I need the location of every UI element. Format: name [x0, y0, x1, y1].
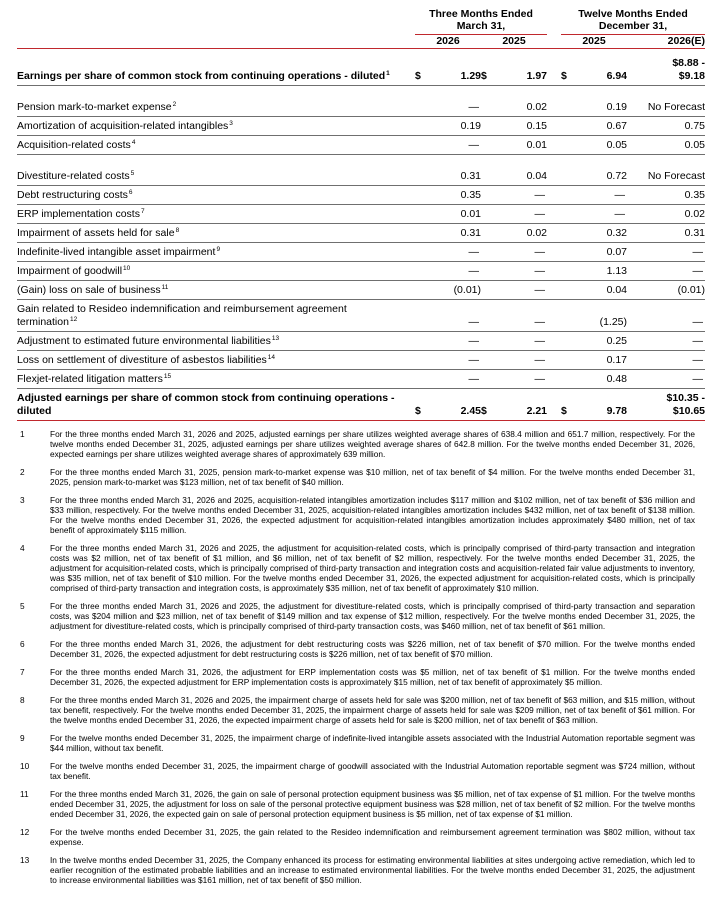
cell-value: 0.31 [627, 224, 705, 243]
eps-reconciliation-table-wrap [17, 0, 706, 421]
row-label [17, 136, 415, 155]
currency-symbol [481, 205, 495, 224]
dash-mark: — [468, 316, 479, 328]
row-label [17, 351, 415, 370]
footnote [17, 429, 695, 459]
currency-symbol [481, 332, 495, 351]
footnote-text: For the three months ended March 31, 2026 and 2025, acquisition-related intangibles amortization includes $117 million and $102 million, net of tax benefit of $36 million and $33 million, respectively. For the twelve months ended December 31, 2025, acquisition-related intangibles amortization includes $432 million, net of tax benefit of $138 million. For the twelve months ended December 31, 2026, the expected adjustment for acquisition-related intangibles amortization includes approximately $480 million, net of tax benefit of approximately $115 million. [50, 495, 695, 535]
currency-symbol [561, 117, 575, 136]
cell-value: 9.78 [575, 389, 627, 421]
currency-symbol: $ [481, 389, 495, 421]
currency-symbol [415, 167, 429, 186]
cell-value: 0.04 [495, 167, 547, 186]
footnote-ref: 3 [229, 119, 233, 127]
footnote-text: For the three months ended March 31, 2026, the adjustment for debt restructuring costs was $226 million, net of tax benefit of $70 million. For the twelve months ended December 31, 2026, the expected adjustment for debt restructuring costs is $226 million, net of tax benefit of $70 million. [50, 639, 695, 659]
row-label [17, 205, 415, 224]
cell-value: (0.01) [429, 281, 481, 300]
footnote [17, 695, 695, 725]
row-label-text: Adjustment to estimated future environmental liabilities [17, 335, 271, 347]
footnote-ref: 5 [130, 169, 135, 177]
cell-value [575, 186, 627, 205]
currency-symbol [481, 300, 495, 332]
table-row [17, 281, 705, 300]
row-label [17, 332, 415, 351]
footnote-number: 1 [20, 429, 25, 439]
cell-value: 0.15 [495, 117, 547, 136]
cell-value [429, 136, 481, 155]
dash-mark: — [692, 335, 704, 347]
currency-symbol [415, 351, 429, 370]
cell-value [627, 49, 705, 86]
currency-symbol: $ [561, 389, 575, 421]
currency-symbol [415, 224, 429, 243]
column-gap [547, 205, 561, 224]
footnote [17, 467, 695, 487]
currency-symbol [561, 224, 575, 243]
dash-mark: — [468, 335, 479, 347]
table-row [17, 186, 705, 205]
cell-value: 2.21 [495, 389, 547, 421]
column-gap [547, 224, 561, 243]
currency-symbol [561, 98, 575, 117]
cell-value [627, 370, 705, 389]
footnote-ref: 4 [131, 138, 136, 146]
footnote-number: 11 [20, 789, 29, 799]
row-label-line: termination [17, 316, 69, 328]
footnote-text: For the three months ended March 31, 2026 and 2025, the adjustment for divestiture-related costs, which is principally comprised of third-party transaction and separation costs, was $204 million and $23 million, net of tax benefit of $149 million and tax expense of $12 million, respectively. For the twelve months ended December 31, 2025, the adjustment for divestiture-related costs, which is principally comprised of third-party transaction costs, was $460 million, net of tax benefit of $61 million. [50, 601, 695, 631]
footnote [17, 639, 695, 659]
footnote-ref: 11 [161, 283, 169, 291]
dash-mark: — [692, 316, 704, 328]
row-label-text: ERP implementation costs [17, 208, 140, 220]
currency-symbol: $ [561, 49, 575, 86]
row-label [17, 117, 415, 136]
cell-value: 0.17 [575, 351, 627, 370]
dash-mark: — [468, 139, 479, 151]
footnote [17, 495, 695, 535]
cell-value: 0.19 [429, 117, 481, 136]
column-gap [547, 49, 561, 86]
table-row [17, 167, 705, 186]
row-label-text: Impairment of goodwill [17, 265, 123, 277]
dash-mark: — [692, 354, 704, 366]
currency-symbol [481, 98, 495, 117]
currency-symbol [561, 167, 575, 186]
cell-value [495, 262, 547, 281]
year-header: 2025 [561, 35, 627, 49]
footnote-text: For the twelve months ended December 31, 2025, the impairment charge of indefinite-lived intangible assets associated with the Industrial Automation reportable segment was $44 million, without tax benefit. [50, 733, 695, 753]
footnote [17, 855, 695, 885]
footnote-text: For the three months ended March 31, 2026 and 2025, adjusted earnings per share utilizes weighted average shares of 638.4 million and 651.7 million, respectively. For the twelve months ended December 31, 2025, adjusted earnings per share utilizes weighted average shares of 642.8 million. For the twelve months ended December 31, 2026, expected earnings per share utilizes weighted average shares of approximately 639 million. [50, 429, 695, 459]
cell-value: 0.31 [429, 224, 481, 243]
row-label [17, 167, 415, 186]
table-row [17, 332, 705, 351]
cell-value: 0.02 [627, 205, 705, 224]
table-row [17, 351, 705, 370]
cell-value: 0.04 [575, 281, 627, 300]
cell-value: 0.07 [575, 243, 627, 262]
dash-mark: — [534, 354, 546, 366]
dash-mark: — [534, 265, 546, 277]
cell-value [495, 300, 547, 332]
dash-mark: — [468, 373, 479, 385]
dash-mark: — [534, 208, 546, 220]
column-gap [547, 136, 561, 155]
currency-symbol [415, 98, 429, 117]
cell-value [429, 243, 481, 262]
estimate-range-line: $9.18 [678, 70, 706, 82]
cell-value [627, 262, 705, 281]
row-label-line: Gain related to Resideo indemnification and reimbursement agreement [17, 303, 347, 315]
currency-symbol [481, 262, 495, 281]
dash-mark: — [468, 246, 479, 258]
currency-symbol [415, 300, 429, 332]
row-label-text: (Gain) loss on sale of business [17, 284, 161, 296]
table-row [17, 136, 705, 155]
dash-mark: — [468, 101, 479, 113]
footnote [17, 789, 695, 819]
footnote-text: For the three months ended March 31, 2026 and 2025, the impairment charge of assets held for sale was $200 million, net of tax benefit of $63 million, and $15 million, without tax benefit, respectively. For the twelve months ended December 31, 2025, the impairment charge of assets held for sale was $209 million, net of tax benefit of $61 million. For the twelve months ended December 31, 2026, the expected impairment charge of assets held for sale is $200 million, net of tax benefit of $63 million. [50, 695, 695, 725]
footnote-number: 5 [20, 601, 25, 611]
footnote-ref: 13 [271, 334, 280, 342]
currency-symbol [481, 186, 495, 205]
currency-symbol [481, 117, 495, 136]
row-label [17, 243, 415, 262]
estimate-range-line: $10.65 [672, 405, 706, 417]
currency-symbol [415, 117, 429, 136]
cell-value: 0.67 [575, 117, 627, 136]
row-label-text: Pension mark-to-market expense [17, 101, 172, 113]
header-three-months: Three Months Ended March 31, [415, 8, 547, 35]
dash-mark: — [692, 246, 704, 258]
cell-value: 0.48 [575, 370, 627, 389]
cell-value: (1.25) [575, 300, 627, 332]
dash-mark: — [534, 246, 546, 258]
footnote [17, 543, 695, 593]
currency-symbol [415, 370, 429, 389]
currency-symbol [415, 136, 429, 155]
footnote-ref: 6 [128, 188, 133, 196]
footnote-ref: 8 [175, 226, 180, 234]
estimate-range-line: $8.88 - [672, 57, 706, 69]
currency-symbol [415, 243, 429, 262]
cell-value: (0.01) [627, 281, 705, 300]
table-row [17, 262, 705, 281]
footnote-number: 6 [20, 639, 25, 649]
currency-symbol [561, 136, 575, 155]
cell-value: 0.31 [429, 167, 481, 186]
cell-value [429, 300, 481, 332]
currency-symbol [481, 243, 495, 262]
table-row [17, 224, 705, 243]
table-row [17, 49, 705, 86]
cell-value: 0.01 [429, 205, 481, 224]
column-gap [547, 389, 561, 421]
currency-symbol [561, 332, 575, 351]
dash-mark: — [468, 354, 479, 366]
row-label-text: Debt restructuring costs [17, 189, 128, 201]
year-header: 2026(E) [627, 35, 705, 49]
currency-symbol [481, 351, 495, 370]
dash-mark: — [692, 373, 704, 385]
row-label-text: Flexjet-related litigation matters [17, 373, 163, 385]
cell-value: 1.97 [495, 49, 547, 86]
column-gap [547, 243, 561, 262]
cell-value [627, 332, 705, 351]
footnote-text: For the three months ended March 31, 2026, the adjustment for ERP implementation costs was $5 million, net of tax benefit of $1 million. For the twelve months ended December 31, 2026, the expected adjustment for ERP implementation costs is approximately $15 million, net of tax benefit of approximately $5 million. [50, 667, 695, 687]
eps-reconciliation-table [17, 8, 705, 421]
footnote-number: 4 [20, 543, 25, 553]
column-gap [547, 300, 561, 332]
cell-value: 0.25 [575, 332, 627, 351]
currency-symbol [561, 370, 575, 389]
dash-mark: — [534, 189, 546, 201]
footnote [17, 827, 695, 847]
cell-value [429, 98, 481, 117]
currency-symbol [481, 370, 495, 389]
column-gap [547, 370, 561, 389]
column-gap [547, 351, 561, 370]
currency-symbol [415, 281, 429, 300]
dash-mark: — [534, 284, 546, 296]
row-label [17, 186, 415, 205]
dash-mark: — [468, 265, 479, 277]
cell-value: 0.05 [575, 136, 627, 155]
currency-symbol [561, 351, 575, 370]
footnote-ref: 15 [163, 372, 172, 380]
cell-value: 0.02 [495, 224, 547, 243]
table-row [17, 98, 705, 117]
column-gap [547, 98, 561, 117]
year-header: 2026 [415, 35, 481, 49]
row-label-text: Loss on settlement of divestiture of asbestos liabilities [17, 354, 267, 366]
currency-symbol [561, 243, 575, 262]
table-row [17, 243, 705, 262]
year-header: 2025 [481, 35, 547, 49]
cell-value: 2.45 [429, 389, 481, 421]
row-label [17, 224, 415, 243]
cell-value: 0.32 [575, 224, 627, 243]
row-label-text: Impairment of assets held for sale [17, 227, 175, 239]
estimate-range-line: $10.35 - [666, 392, 706, 404]
cell-value: 1.29 [429, 49, 481, 86]
cell-value: 0.05 [627, 136, 705, 155]
cell-value: 0.35 [627, 186, 705, 205]
row-label [17, 300, 415, 332]
row-label [17, 49, 415, 86]
row-label [17, 281, 415, 300]
currency-symbol [415, 186, 429, 205]
row-label [17, 98, 415, 117]
currency-symbol [481, 281, 495, 300]
table-body [17, 49, 705, 421]
cell-value [429, 262, 481, 281]
cell-value: No Forecast [627, 167, 705, 186]
cell-value [495, 370, 547, 389]
cell-value [495, 351, 547, 370]
currency-symbol [561, 281, 575, 300]
footnote-text: For the twelve months ended December 31, 2025, the impairment charge of goodwill associated with the Industrial Automation reportable segment was $724 million, without tax benefit. [50, 761, 695, 781]
row-label [17, 389, 415, 421]
currency-symbol [561, 205, 575, 224]
header-twelve-months: Twelve Months Ended December 31, [561, 8, 705, 35]
footnote-ref: 14 [267, 353, 276, 361]
header-year-row [17, 35, 705, 49]
cell-value: 6.94 [575, 49, 627, 86]
row-spacer [17, 86, 705, 99]
currency-symbol [415, 262, 429, 281]
footnote-number: 7 [20, 667, 25, 677]
footnote-number: 12 [20, 827, 30, 837]
table-row [17, 300, 705, 332]
cell-value [627, 300, 705, 332]
currency-symbol [561, 300, 575, 332]
footnote-ref: 10 [123, 264, 131, 272]
footnote [17, 667, 695, 687]
footnote-number: 2 [20, 467, 25, 477]
footnote-number: 10 [20, 761, 30, 771]
cell-value [627, 351, 705, 370]
footnote [17, 601, 695, 631]
row-label-text: Divestiture-related costs [17, 170, 130, 182]
row-label-text: Indefinite-lived intangible asset impairment [17, 246, 216, 258]
footnote-ref: 12 [69, 315, 78, 323]
row-label-text: Amortization of acquisition-related intangibles [17, 120, 229, 132]
dash-mark: — [692, 265, 704, 277]
column-gap [547, 186, 561, 205]
footnote-number: 9 [20, 733, 25, 743]
footnotes [17, 429, 695, 901]
table-row [17, 370, 705, 389]
footnote-number: 13 [20, 855, 30, 865]
footnote-text: For the three months ended March 31, 2026 and 2025, the adjustment for acquisition-related costs, which is principally comprised of third-party transaction and integration costs was $2 million, net of tax benefit of $1 million, and $6 million, net of tax benefit of $2 million, respectively. For the twelve months ended December 31, 2025, the adjustment for acquisition-related costs, which is principally comprised of third-party transaction and integration costs and acquisition-related fair value adjustments to inventory, was $35 million, net of tax benefit of $10 million. For the twelve months ended December 31, 2026, the expected adjustment for acquisition-related costs, which is principally comprised of third-party transaction and integration costs, is approximately $35 million, net of tax benefit of approximately $10 million. [50, 543, 695, 593]
currency-symbol [481, 224, 495, 243]
currency-symbol [415, 332, 429, 351]
cell-value [627, 243, 705, 262]
column-gap [547, 167, 561, 186]
column-gap [547, 281, 561, 300]
dash-mark: — [534, 316, 546, 328]
footnote-text: For the three months ended March 31, 2025, pension mark-to-market expense was $10 million, net of tax benefit of $4 million. For the twelve months ended December 31, 2025, pension mark-to-market was $123 million, net of tax benefit of $40 million. [50, 467, 695, 487]
cell-value: 0.75 [627, 117, 705, 136]
footnote-text: For the twelve months ended December 31, 2025, the gain related to the Resideo indemnification and reimbursement agreement termination was $802 million, without tax expense. [50, 827, 695, 847]
cell-value [627, 389, 705, 421]
cell-value: No Forecast [627, 98, 705, 117]
table-row [17, 205, 705, 224]
cell-value [429, 370, 481, 389]
currency-symbol [481, 136, 495, 155]
row-label [17, 370, 415, 389]
cell-value [495, 243, 547, 262]
header-group-row [17, 8, 705, 35]
footnote-text: For the three months ended March 31, 2026, the gain on sale of personal protection equipment business was $5 million, net of tax expense of $1 million. For the twelve months ended December 31, 2025, the adjustment for loss on sale of the personal protective equipment business was $28 million, net of tax benefit of $2 million. For the twelve months ended December 31, 2026, the expected gain on sale of personal protection equipment business is $5 million, net of tax expense of $1 million. [50, 789, 695, 819]
footnote-ref: 7 [140, 207, 145, 215]
row-label-text: Earnings per share of common stock from continuing operations - diluted [17, 70, 386, 82]
cell-value [429, 332, 481, 351]
column-gap [547, 117, 561, 136]
currency-symbol [481, 167, 495, 186]
footnote [17, 761, 695, 781]
cell-value: 0.35 [429, 186, 481, 205]
currency-symbol [561, 262, 575, 281]
row-label [17, 262, 415, 281]
dash-mark: — [614, 208, 626, 220]
cell-value [495, 332, 547, 351]
cell-value: 0.19 [575, 98, 627, 117]
column-gap [547, 332, 561, 351]
cell-value: 0.01 [495, 136, 547, 155]
cell-value [575, 205, 627, 224]
dash-mark: — [534, 335, 546, 347]
table-row [17, 389, 705, 421]
table-row [17, 117, 705, 136]
cell-value [495, 186, 547, 205]
currency-symbol: $ [415, 389, 429, 421]
dash-mark: — [614, 189, 626, 201]
dash-mark: — [534, 373, 546, 385]
footnote-number: 8 [20, 695, 25, 705]
column-gap [547, 262, 561, 281]
cell-value [495, 205, 547, 224]
row-spacer [17, 155, 705, 168]
cell-value: 0.72 [575, 167, 627, 186]
footnote-ref: 2 [172, 100, 177, 108]
currency-symbol [415, 205, 429, 224]
cell-value: 0.02 [495, 98, 547, 117]
footnote-text: In the twelve months ended December 31, 2025, the Company enhanced its process for estimating environmental liabilities at sites undergoing active remediation, which led to earlier recognition of the estimated probable liabilities and an increase to estimated environmental liabilities. For the twelve months ended December 31, 2025, the adjustment to increase environmental liabilities was $161 million, net of tax benefit of $50 million. [50, 855, 695, 885]
footnote-ref: 9 [216, 245, 221, 253]
row-label-text: Acquisition-related costs [17, 139, 131, 151]
row-label-line: diluted [17, 405, 52, 417]
currency-symbol [561, 186, 575, 205]
cell-value [495, 281, 547, 300]
footnote-ref: 1 [386, 69, 390, 77]
currency-symbol: $ [415, 49, 429, 86]
cell-value [429, 351, 481, 370]
row-label-line: Adjusted earnings per share of common stock from continuing operations - [17, 392, 395, 404]
footnote-number: 3 [20, 495, 25, 505]
cell-value: 1.13 [575, 262, 627, 281]
currency-symbol: $ [481, 49, 495, 86]
footnote [17, 733, 695, 753]
